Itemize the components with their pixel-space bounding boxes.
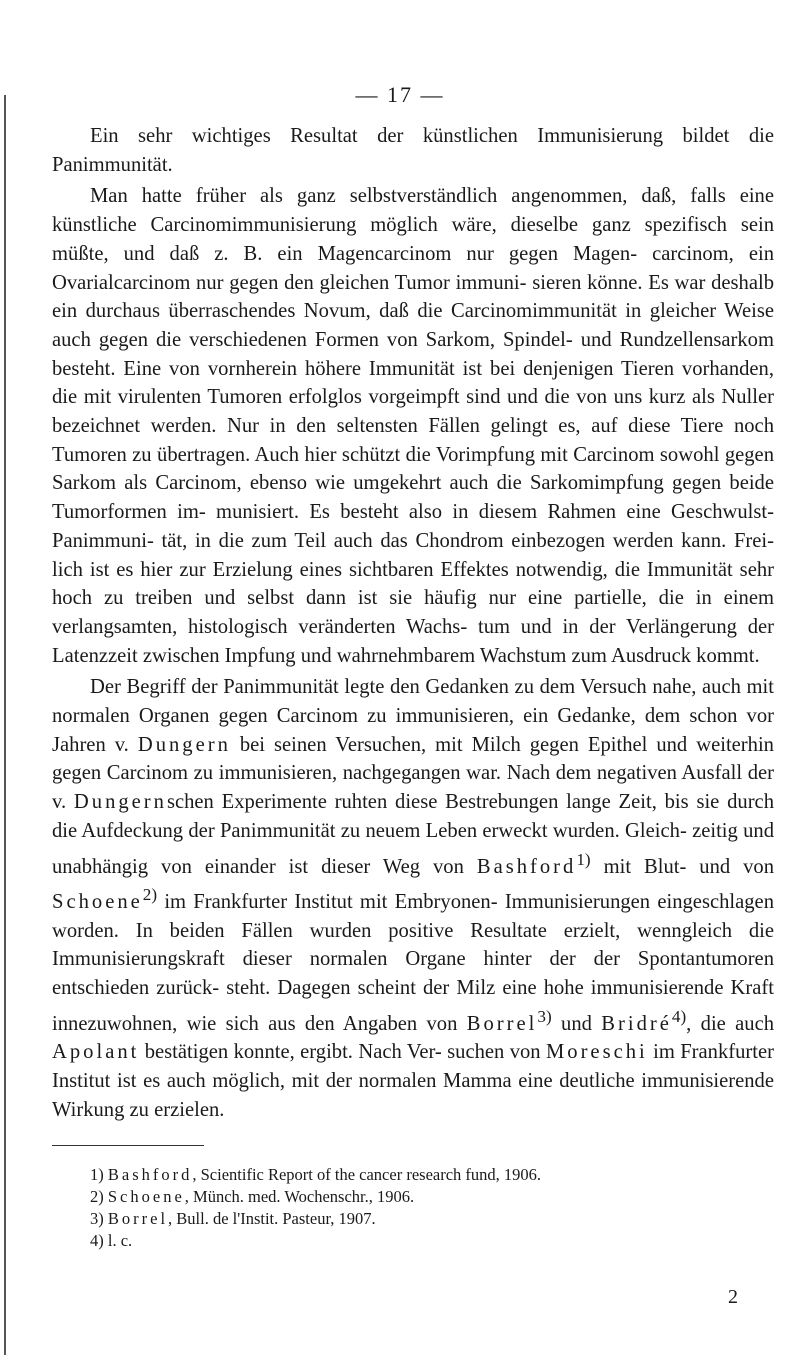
footnote-4 [52,1230,774,1252]
footnote-text: , Münch. med. Wochenschr., 1906. [184,1187,415,1207]
author-name: Moreschi [545,1041,648,1064]
author-name: Borrel [466,1012,538,1035]
footnote-2 [52,1186,774,1208]
footnote-author: Bashford [107,1165,193,1185]
footnote-text: l. c. [107,1231,133,1251]
footnote-3 [52,1208,774,1230]
text-run: bestätigen konnte, ergibt. Nach Ver- suchen von [144,1041,541,1064]
footnote-divider [52,1145,204,1146]
footnote-ref: 3) [537,1006,552,1026]
footnote-number: 3) [90,1209,104,1229]
author-name: Bridré [601,1012,672,1035]
text-run: Der Begriff der Panimmunität legte den Gedanken zu dem Versuch nahe, auch mit normalen Organen gegen Carcinom zu immunisieren, ein Gedanke, dem schon vor Jahren v. [52,676,774,756]
footnote-number: 4) [90,1231,104,1251]
author-name: Schoene [52,891,143,913]
page-number: — 17 — [355,82,445,107]
footnote-ref: 4) [671,1006,687,1026]
footnotes [52,1164,774,1252]
paragraph-2: Man hatte früher als ganz selbstverständlich angenommen, daß, falls eine künstliche Carcinomimmunisierung möglich wäre, dieselbe ganz spezifisch sein müßte, und daß z. B. ein Magencarcinom nur gegen Magen- carcinom, ein Ovarialcarcinom nur gegen den gleichen Tumor immuni- sieren könne. Es war deshalb ein durchaus überraschendes Novum, daß die Carcinomimmunität in gleicher Weise auch gegen die verschiedenen Formen von Sarkom, Spindel- und Rundzellensarkom besteht. Eine von vornherein höhere Immunität ist bei denjenigen Tieren vorhanden, die mit virulenten Tumoren erfolglos vorgeimpft sind und die von uns kurz als Nuller bezeichnet werden. Nur in den seltensten Fällen gelingt es, auf diese Tiere noch Tumoren zu übertragen. Auch hier schützt die Vorimpfung mit Carcinom sowohl gegen Sarkom als Carcinom, ebenso wie umgekehrt auch die Sarkomimpfung gegen beide Tumorformen im- munisiert. Es besteht also in diesem Rahmen eine Geschwulst-Panimmuni- tät, in die zum Teil auch das Chondrom einbezogen werden kann. Frei- lich ist es hier zur Erzielung eines sichtbaren Effektes notwendig, die Immunität sehr hoch zu treiben und selbst dann ist sie häufig nur eine partielle, die in einem verlangsamten, histologisch veränderten Wachs- tum und in der Verlängerung der Latenzzeit zwischen Impfung und wahrnehmbarem Wachstum zum Ausdruck kommt. [52,185,774,667]
text-run: und [561,1012,592,1035]
text-run: schen Experimente ruhten diese Bestrebungen lange Zeit, bis sie durch die Aufdeckung der Panimmunität zu neuem Leben erweckt wurden. Gleich- zeitig und unabhängig von einander ist dieser Weg von [52,791,774,878]
footnote-ref: 1) [576,849,591,869]
footnote-ref: 2) [142,885,158,905]
author-name: Dungern [73,791,167,814]
text-run: im Frankfurter Institut mit Embryonen- Immunisierungen eingeschlagen worden. In beiden Fällen wurden positive Resultate erzielt, wenngleich die Immunisierungskraft dieser normalen Organe hinter der der Spontantumoren entschieden zurück- steht. Dagegen scheint der Milz eine hohe immunisierende Kraft innezuwohnen, wie sich aus den Angaben von [52,891,774,1035]
page-edge-shadow [4,95,6,1355]
text-run: bei seinen Versuchen, mit Milch gegen Epithel und weiterhin gegen Carcinom zu immunisieren, nachgegangen war. Nach dem negativen Ausfall der v. [52,733,774,814]
text-run: mit Blut- und von [603,855,774,878]
footnote-1 [52,1164,774,1186]
footnote-text: , Scientific Report of the cancer research fund, 1906. [192,1165,542,1185]
author-name: Apolant [52,1041,140,1064]
signature-mark: 2 [728,1286,738,1308]
author-name: Dungern [137,733,231,756]
footnote-text: , Bull. de l'Instit. Pasteur, 1907. [168,1209,376,1229]
footnote-number: 2) [90,1187,104,1207]
text-run: , die auch [686,1012,775,1035]
page-body [52,122,774,1252]
footnote-author: Borrel [107,1209,169,1229]
paragraph-1: Ein sehr wichtiges Resultat der künstlichen Immunisierung bildet die Panimmunität. [52,125,774,176]
footnote-author: Schoene [107,1187,185,1207]
footnote-number: 1) [90,1165,104,1185]
author-name: Bashford [476,855,577,878]
paragraph-3 [52,673,774,1124]
text-run: im Frankfurter Institut ist es auch möglich, mit der normalen Mamma eine deutliche immunisierende Wirkung zu erzielen. [52,1041,775,1121]
